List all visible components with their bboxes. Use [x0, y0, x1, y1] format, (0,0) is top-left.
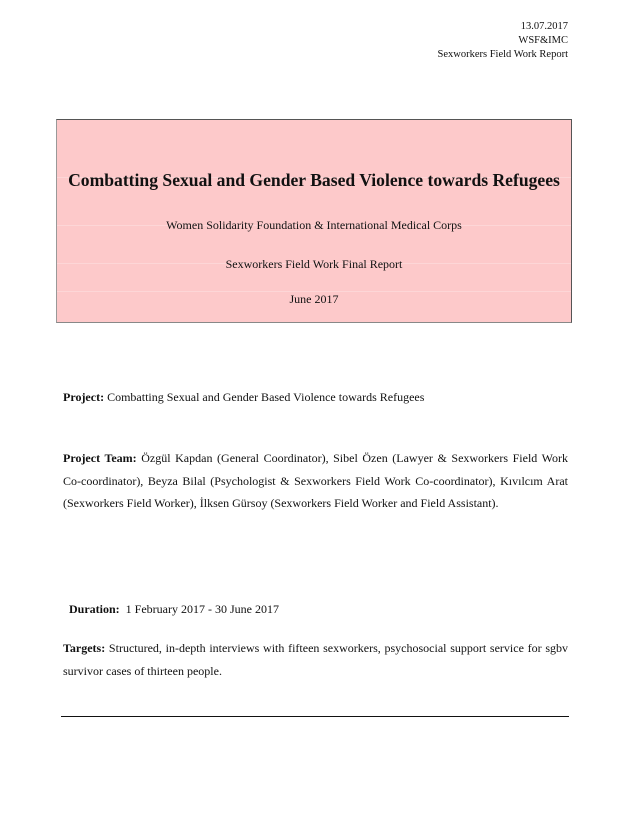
duration-section	[63, 575, 568, 620]
organizations: Women Solidarity Foundation & International Medical Corps	[166, 218, 462, 232]
duration-label: Duration:	[69, 601, 120, 616]
header-org: WSF&IMC	[518, 35, 568, 46]
team-section	[63, 447, 568, 515]
page-header	[438, 20, 569, 62]
team-text: Özgül Kapdan (General Coordinator), Sibel Özen (Lawyer & Sexworkers Field Work Co-coordinator), Beyza Bilal (Psychologist & Sexworkers Field Work Co-coordinator), Kıvılcım Arat (Sexworkers Field Worker), İlksen Gürsoy (Sexworkers Field Worker and Field Assistant).	[63, 451, 569, 510]
header-doc-name: Sexworkers Field Work Report	[437, 49, 568, 60]
title-box	[56, 119, 572, 323]
project-section	[63, 386, 568, 409]
targets-label: Targets:	[63, 641, 106, 655]
targets-text: Structured, in-depth interviews with fifteen sexworkers, psychosocial support service for sgbv survivor cases of thirteen people.	[63, 641, 568, 678]
project-label: Project:	[63, 390, 105, 404]
targets-section	[63, 637, 568, 682]
document-title: Combatting Sexual and Gender Based Violence towards Refugees	[68, 170, 560, 190]
header-date: 13.07.2017	[520, 21, 568, 32]
report-name: Sexworkers Field Work Final Report	[225, 257, 403, 271]
duration-text: 1 February 2017 - 30 June 2017	[119, 601, 279, 616]
horizontal-rule	[61, 716, 569, 717]
report-date: June 2017	[289, 292, 339, 306]
project-text: Combatting Sexual and Gender Based Violence towards Refugees	[104, 390, 425, 404]
team-label: Project Team:	[63, 451, 137, 465]
